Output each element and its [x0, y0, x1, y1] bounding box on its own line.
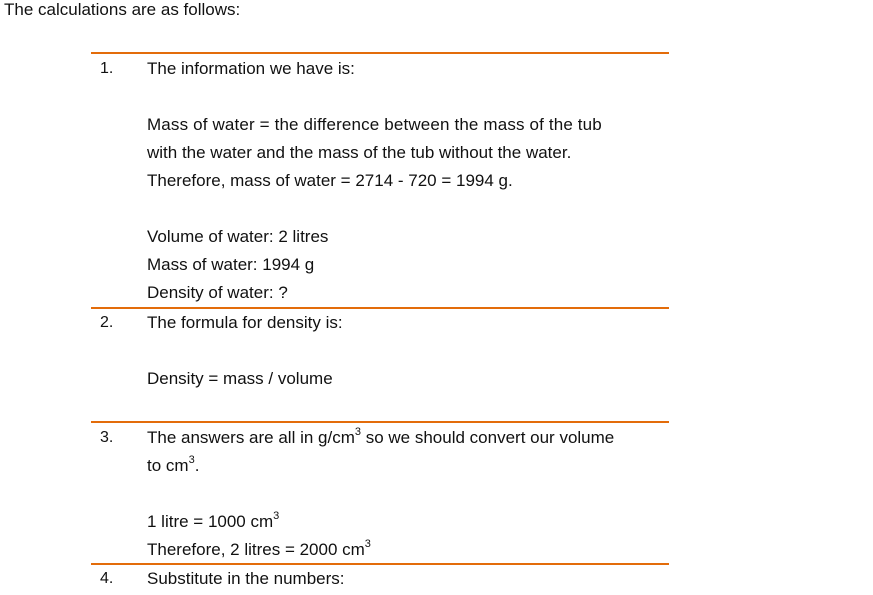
- superscript: 3: [273, 510, 280, 523]
- superscript: 3: [188, 454, 195, 467]
- spacer: [147, 195, 669, 223]
- step-number: 4.: [100, 570, 114, 587]
- unit-conversion-text: [147, 452, 669, 480]
- step-2: [91, 307, 669, 421]
- text-segment: to cm: [147, 456, 189, 475]
- density-of-water: Density of water: ?: [147, 283, 288, 302]
- step-body: [147, 54, 669, 307]
- step-number: 3.: [100, 429, 114, 446]
- spacer: [147, 480, 669, 508]
- mass-explanation-line: Mass of water = the difference between the mass of the tub: [147, 115, 602, 134]
- text-segment: Therefore, 2 litres = 2000 cm: [147, 540, 365, 559]
- spacer: [147, 83, 669, 111]
- density-formula: Density = mass / volume: [147, 369, 333, 388]
- step-body: [147, 309, 669, 393]
- conversion-factor: [147, 508, 669, 536]
- formula-heading: The formula for density is:: [147, 313, 343, 332]
- mass-explanation-line: with the water and the mass of the tub without the water.: [147, 143, 572, 162]
- superscript: 3: [354, 426, 361, 439]
- text-segment: 1 litre = 1000 cm: [147, 512, 274, 531]
- converted-volume: [147, 536, 669, 564]
- text-segment: so we should convert our volume: [361, 428, 615, 447]
- unit-conversion-text: [147, 424, 669, 452]
- step-number: 1.: [100, 60, 114, 77]
- volume-of-water: Volume of water: 2 litres: [147, 227, 329, 246]
- step-body: [147, 423, 669, 564]
- info-heading: The information we have is:: [147, 59, 355, 78]
- mass-result-line: Therefore, mass of water = 2714 - 720 = 1994 g.: [147, 171, 513, 190]
- step-4: [91, 563, 669, 595]
- mass-of-water: Mass of water: 1994 g: [147, 255, 315, 274]
- step-1: [91, 52, 669, 307]
- superscript: 3: [364, 538, 371, 551]
- calculation-steps: [91, 52, 669, 595]
- substitute-heading: Substitute in the numbers:: [147, 569, 345, 588]
- step-3: [91, 421, 669, 563]
- step-number: 2.: [100, 314, 114, 331]
- text-segment: .: [194, 456, 200, 475]
- spacer: [147, 337, 669, 365]
- step-body: [147, 565, 669, 593]
- text-segment: The answers are all in g/cm: [147, 428, 355, 447]
- intro-text: The calculations are as follows:: [4, 0, 241, 19]
